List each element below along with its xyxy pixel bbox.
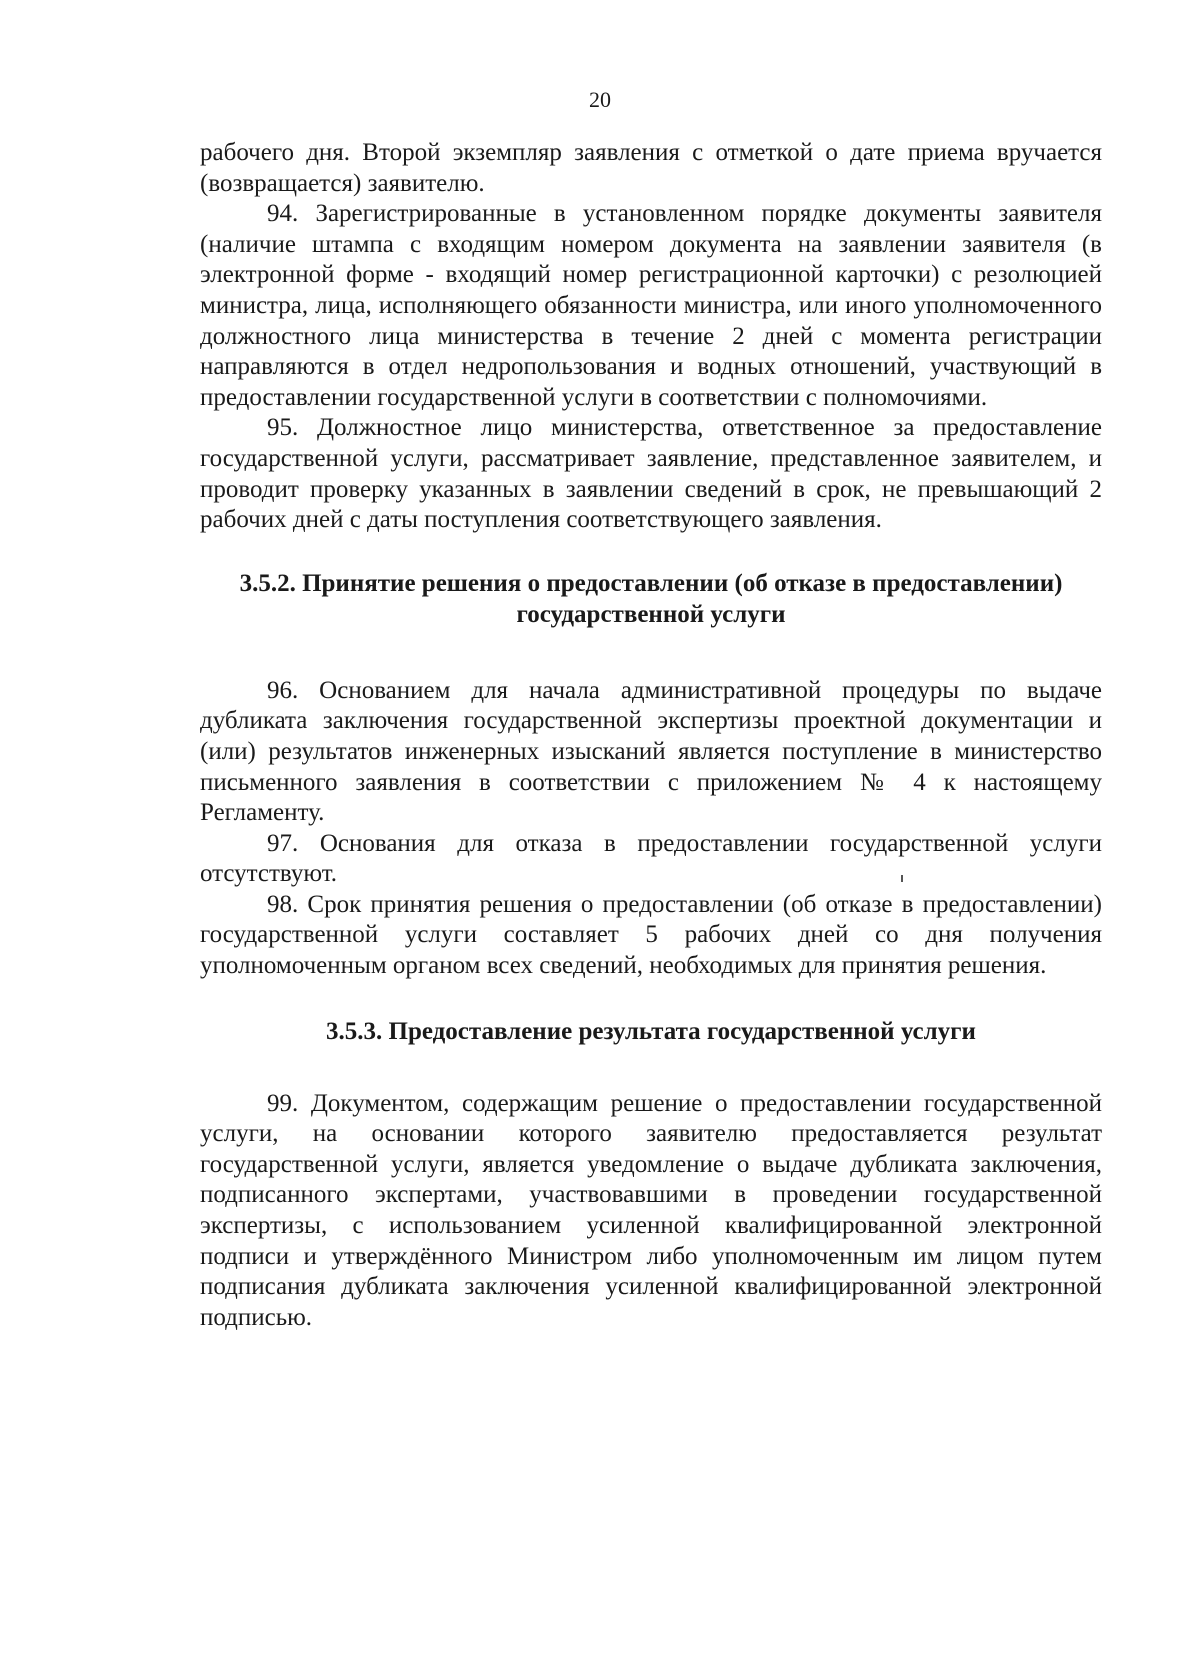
paragraph-96: 96. Основанием для начала административной процедуры по выдаче дубликата заключения государственной экспертизы проектной документации и (или) результатов инженерных изысканий является поступление в министерство письменного заявления в соответствии с приложением № 4 к настоящему Регламенту. [200, 676, 1102, 827]
section-heading-3-5-3: 3.5.3. Предоставление результата государственной услуги [326, 1017, 976, 1045]
paragraph-95: 95. Должностное лицо министерства, ответственное за предоставление государственной услуги, рассматривает заявление, представленное заявителем, и проводит проверку указанных в заявлении сведений в срок, не превышающий 2 рабочих дней с даты поступления соответствующего заявления. [200, 414, 1102, 534]
paragraph-99: 99. Документом, содержащим решение о предоставлении государственной услуги, на основании которого заявителю предоставляется результат государственной услуги, является уведомление о выдаче дубликата заключения, подписанного экспертами, участвовавшими в проведении государственной экспертизы, с использованием усиленной квалифицированной электронной подписи и утверждённого Министром либо уполномоченным им лицом путем подписания дубликата заключения усиленной квалифицированной электронной подписью. [200, 1089, 1102, 1331]
section-heading-3-5-2: 3.5.2. Принятие решения о предоставлении (об отказе в предоставлении) государственной услуги [239, 569, 1063, 628]
document-body [200, 138, 1102, 1333]
scan-mark [901, 875, 903, 882]
paragraph-97: 97. Основания для отказа в предоставлении государственной услуги отсутствуют. [200, 829, 1102, 888]
paragraph-94: 94. Зарегистрированные в установленном порядке документы заявителя (наличие штампа с входящим номером документа на заявлении заявителя (в электронной форме - входящий номер регистрационной карточки) с резолюцией министра, лица, исполняющего обязанности министра, или иного уполномоченного должностного лица министерства в течение 2 дней с момента регистрации направляются в отдел недропользования и водных отношений, участвующий в предоставлении государственной услуги в соответствии с полномочиями. [200, 200, 1102, 411]
paragraph-continuation: рабочего дня. Второй экземпляр заявления с отметкой о дате приема вручается (возвращается) заявителю. [200, 139, 1102, 197]
paragraph-98: 98. Срок принятия решения о предоставлении (об отказе в предоставлении) государственной услуги составляет 5 рабочих дней со дня получения уполномоченным органом всех сведений, необходимых для принятия решения. [200, 890, 1102, 980]
page-number: 20 [589, 87, 611, 112]
